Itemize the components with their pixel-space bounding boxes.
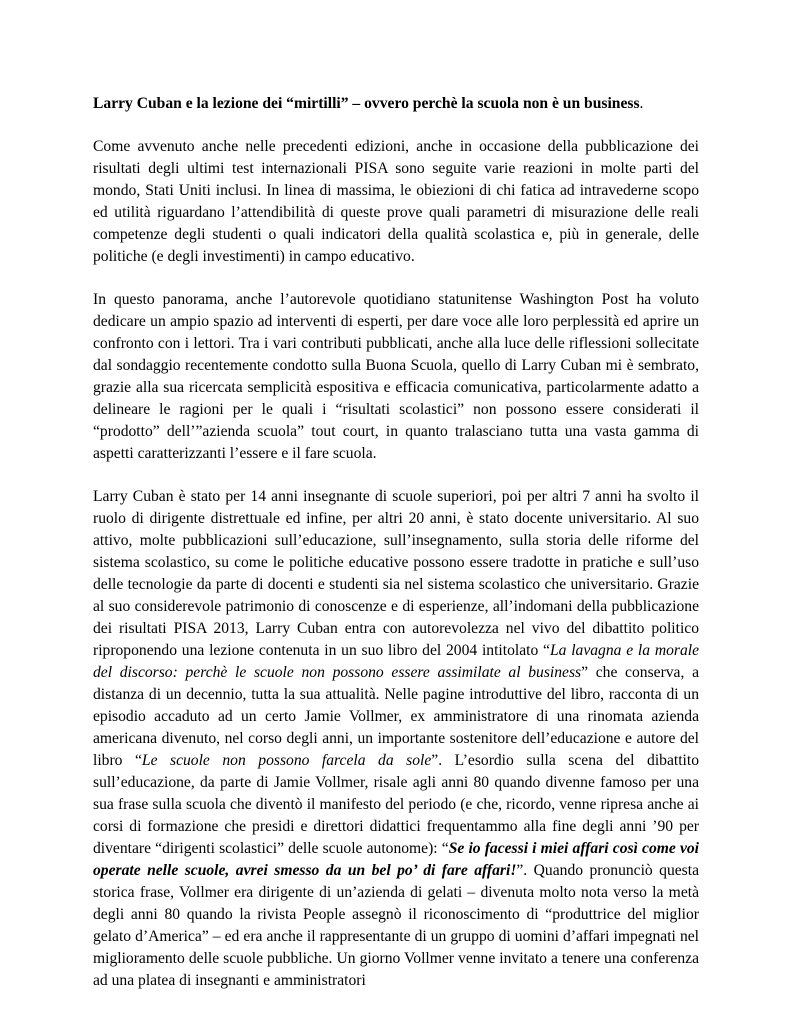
document-body [93,93,699,992]
paragraph-intro: Come avvenuto anche nelle precedenti edizioni, anche in occasione della pubblicazione dei risultati degli ultimi test internazionali PISA sono seguite varie reazioni in molte parti del mondo, Stati Uniti inclusi. In linea di massima, le obiezioni di chi fatica ad intravederne scopo ed utilità riguardano l’attendibilità di queste prove quali parametri di misurazione delle reali competenze degli studenti o quali indicatori della qualità scolastica e, più in generale, delle politiche (e degli investimenti) in campo educativo. [93,138,699,265]
document-title [93,93,699,115]
book-title-italic: Le scuole non possono farcela da sole [141,752,432,769]
paragraph-gap [93,465,699,486]
paragraph-gap [93,115,699,136]
vollmer-quote: Se io facessi i miei affari così come voi operate nelle scuole, avrei smesso da un bel po’ di fare affari! [93,840,700,879]
text-segment: ”. Quando pronunciò questa storica frase, Vollmer era dirigente di un’azienda di gelati – divenuta molto nota verso la metà degli anni 80 quando la rivista People assegnò il riconoscimento di “produttrice del miglior gelato d’America” – ed era anche il rappresentante di un gruppo di uomini d’affari impegnati nel miglioramento delle scuole pubbliche. Un giorno Vollmer venne invitato a tenere una conferenza ad una platea di insegnanti e amministratori [93,862,700,989]
title-period: . [639,95,644,112]
paragraph-larry-cuban [93,486,699,992]
text-segment: ” che conserva, a distanza di un decennio, tutta la sua attualità. Nelle pagine introduttive del libro, racconta di un episodio accaduto ad un certo Jamie Vollmer, ex amministratore di una rinomata azienda americana divenuto, nel corso degli anni, un importante sostenitore dell’educazione e autore del libro “ [93,664,699,769]
title-text: Larry Cuban e la lezione dei “mirtilli” – ovvero perchè la scuola non è un business [93,95,640,112]
text-segment: ”. L’esordio sulla scena del dibattito sull’educazione, da parte di Jamie Vollmer, risale agli anni 80 quando divenne famoso per una sua frase sulla scuola che diventò il manifesto del periodo (e che, ricordo, venne ripresa anche ai corsi di formazione che presidi e direttori didattici frequentammo alla fine degli anni ’90 per diventare “dirigenti scolastici” delle scuole autonome): “ [93,752,700,857]
paragraph-washington-post: In questo panorama, anche l’autorevole quotidiano statunitense Washington Post ha voluto dedicare un ampio spazio ad interventi di esperti, per dare voce alle loro perplessità ed aprire un confronto con i lettori. Tra i vari contributi pubblicati, anche alla luce delle riflessioni sollecitate dal sondaggio recentemente condotto sulla Buona Scuola, quello di Larry Cuban mi è sembrato, grazie alla sua ricercata semplicità espositiva e efficacia comunicativa, particolarmente adatto a delineare le ragioni per le quali i “risultati scolastici” non possono essere considerati il “prodotto” dell’”azienda scuola” tout court, in quanto tralasciano tutta una vasta gamma di aspetti caratterizzanti l’essere e il fare scuola. [93,291,699,462]
paragraph-gap [93,268,699,289]
text-segment: Larry Cuban è stato per 14 anni insegnante di scuole superiori, poi per altri 7 anni ha svolto il ruolo di dirigente distrettuale ed infine, per altri 20 anni, è stato docente universitario. Al suo attivo, molte pubblicazioni sull’educazione, sull’insegnamento, sulla storia delle riforme del sistema scolastico, su come le politiche educative possono essere tradotte in pratiche e sull’uso delle tecnologie da parte di docenti e studenti sia nel sistema scolastico che universitario. Grazie al suo considerevole patrimonio di conoscenze e di esperienze, all’indomani della pubblicazione dei risultati PISA 2013, Larry Cuban entra con autorevolezza nel vivo del dibattito politico riproponendo una lezione contenuta in un suo libro del 2004 intitolato “ [93,488,699,659]
book-title-italic: La lavagna e la morale del discorso: perchè le scuole non possono essere assimilate al business [93,642,699,681]
